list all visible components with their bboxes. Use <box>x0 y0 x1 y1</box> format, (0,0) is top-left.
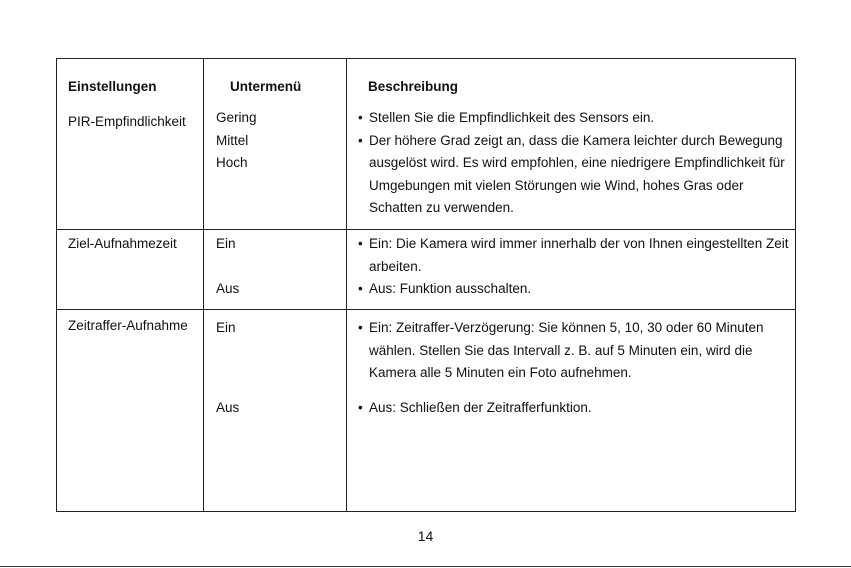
description-item: • Ein: Die Kamera wird immer innerhalb der von Ihnen eingestellten Zeit arbeiten. <box>358 233 794 278</box>
description-item: • Der höhere Grad zeigt an, dass die Kamera leichter durch Bewegung ausgelöst wird. Es wird empfohlen, eine niedrigere Empfindlichkeit für Umgebungen mit vielen Störungen wie Wind, hohes Gras oder Schatten zu verwenden. <box>358 130 794 220</box>
description-list <box>358 107 794 220</box>
setting-name: Ziel-Aufnahmezeit <box>68 236 177 251</box>
settings-table <box>56 58 796 512</box>
row-divider <box>57 309 795 310</box>
submenu-option: Ein <box>216 320 236 335</box>
description-item: • Stellen Sie die Empfindlichkeit des Sensors ein. <box>358 107 794 130</box>
description-item: • Aus: Funktion ausschalten. <box>358 278 794 301</box>
row-divider <box>57 229 795 230</box>
column-divider <box>203 59 204 511</box>
submenu-options <box>216 317 239 419</box>
submenu-option: Gering <box>216 110 257 125</box>
header-submenu: Untermenü <box>230 79 302 94</box>
submenu-option: Aus <box>216 399 240 415</box>
submenu-options <box>216 233 239 300</box>
description-item: • Aus: Schließen der Zeitrafferfunktion. <box>358 397 794 420</box>
header-description: Beschreibung <box>368 79 459 94</box>
column-divider <box>346 59 347 511</box>
submenu-option: Aus <box>216 280 240 296</box>
submenu-option: Hoch <box>216 155 248 170</box>
page-number: 14 <box>417 528 434 544</box>
setting-name: PIR-Empfindlichkeit <box>68 114 186 129</box>
description-list <box>358 317 794 419</box>
setting-name: Zeitraffer-Aufnahme <box>68 318 188 333</box>
header-settings: Einstellungen <box>68 79 157 94</box>
submenu-option: Ein <box>216 236 236 251</box>
submenu-option: Mittel <box>216 132 249 148</box>
submenu-options <box>216 107 257 175</box>
description-list <box>358 233 794 301</box>
description-item: • Ein: Zeitraffer-Verzögerung: Sie können 5, 10, 30 oder 60 Minuten wählen. Stellen Sie das Intervall z. B. auf 5 Minuten ein, wird die Kamera alle 5 Minuten ein Foto aufnehmen. <box>358 317 794 385</box>
bottom-rule <box>0 566 851 567</box>
